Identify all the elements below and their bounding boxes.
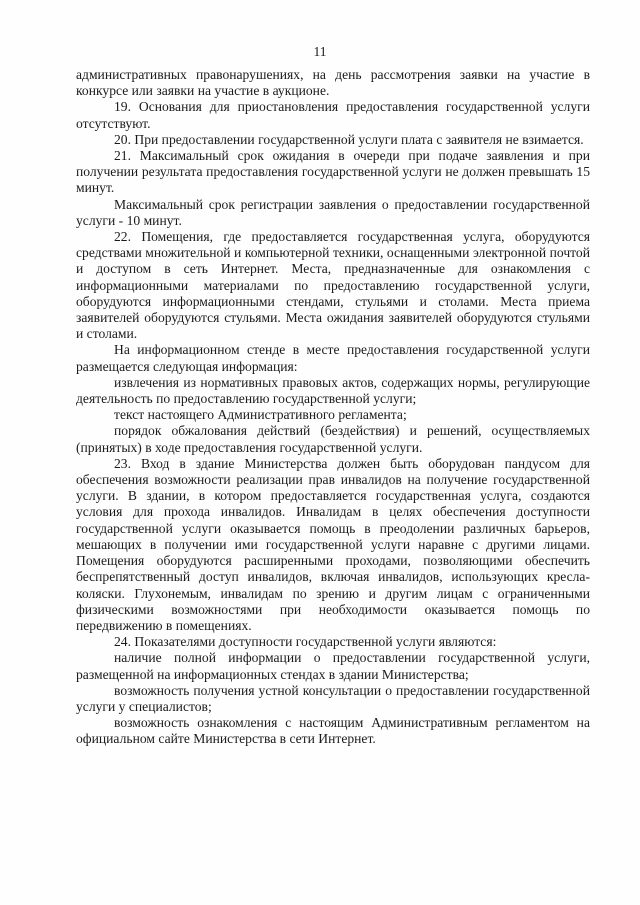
paragraph-indicator-2: возможность получения устной консультации о предоставлении государственной услуги у специалистов; xyxy=(76,682,590,714)
paragraph-24: 24. Показателями доступности государственной услуги являются: xyxy=(114,634,497,650)
paragraph-19: 19. Основания для приостановления предоставления государственной услуги отсутствуют. xyxy=(76,99,590,131)
paragraph-continuation: административных правонарушениях, на день рассмотрения заявки на участие в конкурсе или заявки на участие в аукционе. xyxy=(76,67,590,99)
paragraph-registration-time: Максимальный срок регистрации заявления о предоставлении государственной услуги - 10 минут. xyxy=(76,196,590,228)
paragraph-indicator-1: наличие полной информации о предоставлении государственной услуги, размещенной на информационных стендах в здании Министерства; xyxy=(76,650,590,682)
paragraph-info-item-3: порядок обжалования действий (бездействия) и решений, осуществляемых (принятых) в ходе предоставления государственной услуги. xyxy=(76,423,590,455)
page-number: 11 xyxy=(313,44,327,59)
paragraph-info-item-2: текст настоящего Административного регламента; xyxy=(114,407,407,423)
paragraph-21: 21. Максимальный срок ожидания в очереди при подаче заявления и при получении результата предоставления государственной услуги не должен превышать 15 минут. xyxy=(76,148,590,196)
paragraph-20: 20. При предоставлении государственной услуги плата с заявителя не взимается. xyxy=(114,131,584,147)
paragraph-info-stand: На информационном стенде в месте предоставления государственной услуги размещается следующая информация: xyxy=(76,342,590,374)
paragraph-23: 23. Вход в здание Министерства должен быть оборудован пандусом для обеспечения возможности реализации прав инвалидов на получение государственной услуги. В здании, в котором предоставляется государственная услуга, создаются условия для прохода инвалидов. Инвалидам в целях обеспечения доступности государственной услуги оказывается помощь в преодолении различных барьеров, мешающих в получении ими государственной услуги наравне с другими лицами. Помещения оборудуются расширенными проходами, позволяющими обеспечить беспрепятственный доступ инвалидов, включая инвалидов, использующих кресла-коляски. Глухонемым, инвалидам по зрению и другим лицам с ограниченными физическими возможностями при необходимости оказывается помощь по передвижению в помещениях. xyxy=(76,455,590,633)
paragraph-info-item-1: извлечения из нормативных правовых актов, содержащих нормы, регулирующие деятельность по предоставлению государственной услуги; xyxy=(76,374,590,407)
paragraph-22: 22. Помещения, где предоставляется государственная услуга, оборудуются средствами множительной и компьютерной техники, оснащенными электронной почтой и доступом в сеть Интернет. Места, предназначенные для ознакомления с информационными материалами по предоставлению государственной услуги, оборудуются информационными стендами, стульями и столами. Места приема заявителей оборудуются стульями. Места ожидания заявителей оборудуются стульями и столами. xyxy=(76,229,590,342)
document-body xyxy=(76,67,590,748)
paragraph-indicator-3: возможность ознакомления с настоящим Административным регламентом на официальном сайте Министерства в сети Интернет. xyxy=(76,715,590,747)
